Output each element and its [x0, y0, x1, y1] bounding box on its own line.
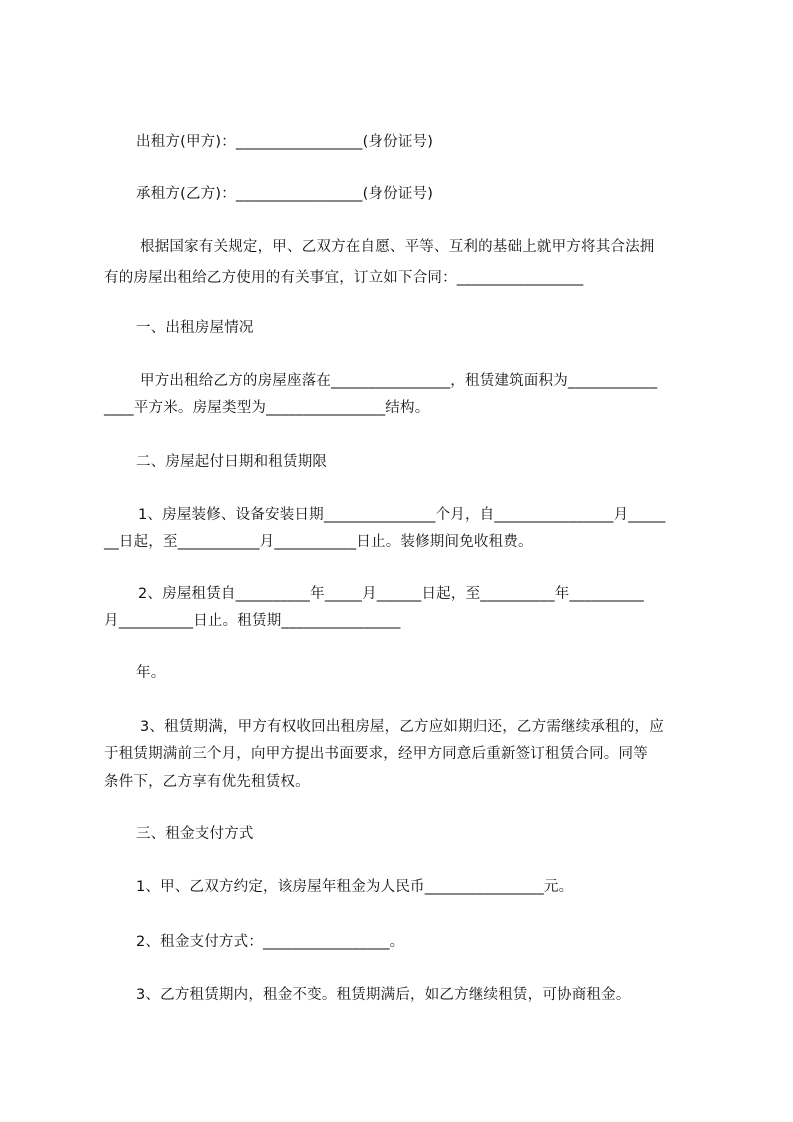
section-2-item-1-line-2: __日起，至___________月___________日止。装修期间免收租费。: [104, 534, 533, 550]
section-1-line-2: ____平方米。房屋类型为________________结构。: [104, 400, 430, 416]
lessee-line: 承租方(乙方)：_________________(身份证号): [136, 186, 434, 202]
section-2-item-1-line-1: 1、房屋装修、设备安装日期_______________个月，自________________月_____: [138, 507, 666, 523]
section-3-title: 三、租金支付方式: [136, 826, 254, 842]
section-2-item-3-line-1: 3、租赁期满，甲方有权收回出租房屋，乙方应如期归还，乙方需继续承租的，应: [140, 719, 664, 735]
lessor-line: 出租方(甲方)：_________________(身份证号): [136, 134, 434, 150]
section-2-item-3-line-3: 条件下，乙方享有优先租赁权。: [104, 774, 310, 790]
intro-line-1: 根据国家有关规定，甲、乙双方在自愿、平等、互利的基础上就甲方将其合法拥: [140, 239, 655, 255]
section-3-item-2: 2、租金支付方式：_________________。: [136, 934, 405, 950]
section-3-item-3: 3、乙方租赁期内，租金不变。租赁期满后，如乙方继续租赁，可协商租金。: [136, 987, 631, 1003]
section-2-item-3-line-2: 于租赁期满前三个月，向甲方提出书面要求，经甲方同意后重新签订租赁合同。同等: [104, 746, 648, 762]
section-3-item-1: 1、甲、乙双方约定，该房屋年租金为人民币________________元。: [136, 879, 574, 895]
section-1-line-1: 甲方出租给乙方的房屋座落在________________，租赁建筑面积为____________: [140, 373, 658, 389]
section-2-item-2-line-1: 2、房屋租赁自__________年_____月______日起，至__________年__________: [138, 586, 644, 602]
section-2-item-2-line-3: 年。: [136, 665, 166, 681]
section-1-title: 一、出租房屋情况: [136, 320, 254, 336]
section-2-item-2-line-2: 月__________日止。租赁期________________: [104, 613, 401, 629]
intro-line-2: 有的房屋出租给乙方使用的有关事宜，订立如下合同：_________________: [104, 270, 584, 286]
section-2-title: 二、房屋起付日期和租赁期限: [136, 454, 328, 470]
